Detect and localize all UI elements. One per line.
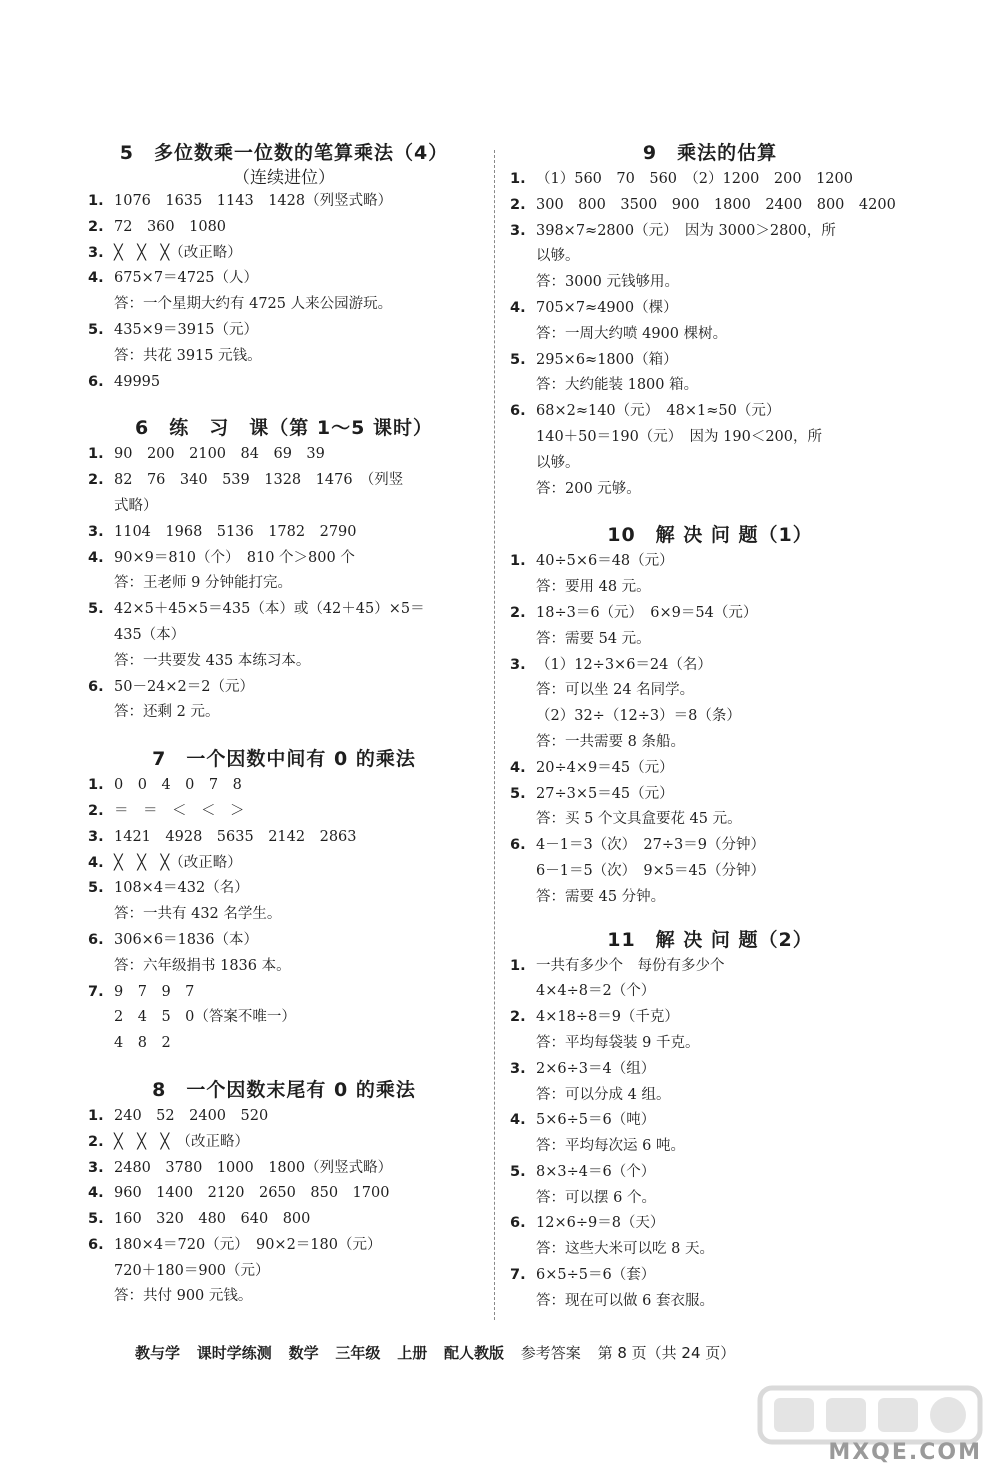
answer-text: 435（本） [114, 626, 186, 643]
question-number: 1. [510, 171, 526, 187]
answer-text: 90×9＝810（个） 810 个＞800 个 [114, 549, 355, 566]
question-number: 2. [510, 604, 526, 621]
answer-text: 答：一共需要 8 条船。 [536, 733, 685, 750]
answer-line [88, 546, 480, 572]
footer-page-number: 第 8 页（共 24 页） [597, 1344, 736, 1362]
question-number: 3. [510, 1060, 526, 1077]
answer-text: 1104 1968 5136 1782 2790 [114, 523, 357, 540]
question-number: 1. [88, 193, 104, 209]
answer-line [510, 296, 910, 322]
question-number: 5. [88, 880, 104, 897]
answer-line [510, 399, 910, 425]
answer-text: 12×6÷9＝8（天） [536, 1215, 665, 1232]
answer-list [510, 549, 910, 910]
answer-list [88, 1104, 480, 1310]
answer-line [88, 649, 480, 675]
answer-line [510, 601, 910, 627]
answer-line [510, 1031, 910, 1057]
answer-line [88, 318, 480, 344]
footer-subject: 数学 [288, 1344, 319, 1362]
answer-text: 一共有多少个 每份有多少个 [536, 957, 725, 974]
right-column [510, 140, 910, 1315]
answer-text: 答：平均每次运 6 吨。 [536, 1138, 685, 1155]
answer-text: ╳ ╳ ╳（改正略） [114, 854, 242, 871]
answer-text: ＝ ＝ ＜ ＜ ＞ [114, 802, 245, 819]
answer-line [510, 782, 910, 808]
left-column [88, 140, 480, 1310]
answer-text: 式略） [114, 497, 158, 514]
footer-grade: 三年级 [335, 1344, 381, 1362]
answer-text: 答：一个星期大约有 4725 人来公园游玩。 [114, 296, 393, 313]
answer-text: 以够。 [536, 454, 580, 471]
answer-line [510, 833, 910, 859]
question-number: 4. [510, 1112, 526, 1129]
answer-text: 705×7≈4900（棵） [536, 299, 678, 316]
answer-line [88, 1284, 480, 1310]
answer-text: 答：可以坐 24 名同学。 [536, 682, 695, 699]
answer-text: 6×5÷5＝6（套） [536, 1267, 656, 1284]
answer-text: 4 8 2 [114, 1035, 171, 1052]
answer-line [88, 344, 480, 370]
answer-text: 300 800 3500 900 1800 2400 800 4200 [536, 196, 896, 213]
answer-line [88, 1156, 480, 1182]
answer-text: 18÷3＝6（元） 6×9＝54（元） [536, 604, 758, 621]
question-number: 4. [88, 1185, 104, 1202]
answer-text: 72 360 1080 [114, 218, 227, 235]
answer-line [510, 627, 910, 653]
answer-text: 答：要用 48 元。 [536, 579, 651, 596]
answer-line [510, 885, 910, 911]
answer-text: 答：一共要发 435 本练习本。 [114, 652, 311, 669]
question-number: 2. [88, 802, 104, 819]
answer-line [510, 859, 910, 885]
answer-line [510, 270, 910, 296]
answer-line [88, 1233, 480, 1259]
answer-line [88, 292, 480, 318]
answer-line [88, 520, 480, 546]
answer-line [510, 678, 910, 704]
answer-line [510, 1005, 910, 1031]
question-number: 6. [510, 1215, 526, 1232]
answer-line [88, 597, 480, 623]
answer-text: 49995 [114, 373, 161, 390]
question-number: 5. [88, 601, 104, 618]
answer-text: 675×7＝4725（人） [114, 270, 258, 287]
answer-text: 435×9＝3915（元） [114, 321, 258, 338]
answer-text: ╳ ╳ ╳（改正略） [114, 244, 242, 261]
answer-line [88, 876, 480, 902]
answer-text: 27÷3×5＝45（元） [536, 785, 674, 802]
answer-text: 6－1＝5（次） 9×5＝45（分钟） [536, 862, 765, 879]
answer-line [510, 704, 910, 730]
answer-line [88, 1207, 480, 1233]
answer-text: 答：可以分成 4 组。 [536, 1086, 671, 1103]
answer-text: 答：六年级捐书 1836 本。 [114, 957, 291, 974]
answer-line [88, 980, 480, 1006]
answer-line [510, 979, 910, 1005]
question-number: 4. [510, 299, 526, 316]
question-number: 6. [510, 837, 526, 854]
answer-text: 答：大约能装 1800 箱。 [536, 377, 699, 394]
section-title: 9 乘法的估算 [642, 142, 778, 164]
answer-text: 108×4＝432（名） [114, 880, 249, 897]
answer-line [88, 241, 480, 267]
question-number: 3. [88, 828, 104, 845]
question-number: 3. [88, 244, 104, 261]
answer-text: 42×5＋45×5＝435（本）或（42＋45）×5＝ [114, 601, 425, 618]
footer-book: 教与学 [135, 1344, 181, 1362]
answer-line [88, 1130, 480, 1156]
answer-line [88, 1031, 480, 1057]
answer-line [510, 756, 910, 782]
answer-text: 1421 4928 5635 2142 2863 [114, 828, 357, 845]
answer-text: 306×6＝1836（本） [114, 931, 258, 948]
answer-line [88, 851, 480, 877]
footer-edition: 配人教版 [443, 1344, 504, 1362]
answer-line [510, 1263, 910, 1289]
section-11 [510, 927, 910, 1315]
question-number: 6. [88, 678, 104, 695]
answer-list [88, 442, 480, 726]
question-number: 4. [88, 854, 104, 871]
answer-line [510, 1134, 910, 1160]
answer-text: 5×6÷5＝6（吨） [536, 1112, 656, 1129]
answer-line [88, 773, 480, 799]
footer-series: 课时学练测 [196, 1344, 272, 1362]
section-7 [88, 746, 480, 1057]
answer-text: 140＋50＝190（元） 因为 190＜200，所 [536, 428, 823, 445]
answer-text: 答：3000 元钱够用。 [536, 274, 680, 291]
answer-line [88, 675, 480, 701]
answer-text: 答：还剩 2 元。 [114, 704, 220, 721]
answer-line [510, 322, 910, 348]
answer-text: 以够。 [536, 248, 580, 265]
answer-text: 180×4＝720（元） 90×2＝180（元） [114, 1236, 382, 1253]
answer-line [88, 442, 480, 468]
answer-text: 答：这些大米可以吃 8 天。 [536, 1241, 714, 1258]
question-number: 6. [88, 931, 104, 948]
section-title: 10 解 决 问 题（1） [607, 524, 813, 547]
question-number: 3. [88, 1159, 104, 1176]
answer-line [510, 348, 910, 374]
question-number: 1. [510, 957, 526, 974]
answer-text: 答：共花 3915 元钱。 [114, 347, 262, 364]
answer-text: 295×6≈1800（箱） [536, 351, 678, 368]
question-number: 4. [510, 759, 526, 776]
question-number: 2. [510, 196, 526, 213]
answer-line [510, 1237, 910, 1263]
answer-line [510, 653, 910, 679]
question-number: 3. [88, 523, 104, 540]
question-number: 4. [88, 549, 104, 566]
question-number: 5. [88, 1211, 104, 1228]
answer-text: 答：平均每袋装 9 千克。 [536, 1034, 700, 1051]
answer-text: 68×2≈140（元） 48×1≈50（元） [536, 403, 781, 420]
watermark-text: MXQE.COM [828, 1440, 982, 1465]
answer-text: 720＋180＝900（元） [114, 1262, 270, 1279]
question-number: 1. [88, 777, 104, 794]
answer-text: 答：一共有 432 名学生。 [114, 906, 282, 923]
answer-text: 4×4÷8＝2（个） [536, 983, 656, 1000]
question-number: 2. [88, 1133, 104, 1150]
answer-line [88, 494, 480, 520]
answer-text: ╳ ╳ ╳ （改正略） [114, 1133, 249, 1150]
question-number: 2. [88, 218, 104, 235]
answer-line [88, 468, 480, 494]
answer-line [88, 1104, 480, 1130]
answer-line [88, 1181, 480, 1207]
answer-text: 答：需要 45 分钟。 [536, 888, 666, 905]
answer-list [88, 773, 480, 1057]
answer-text: 答：现在可以做 6 套衣服。 [536, 1292, 714, 1309]
answer-text: 240 52 2400 520 [114, 1107, 269, 1124]
answer-text: 960 1400 2120 2650 850 1700 [114, 1185, 390, 1202]
answer-line [510, 451, 910, 477]
section-5 [88, 140, 480, 395]
answer-text: （1）560 70 560 （2）1200 200 1200 [536, 171, 853, 187]
answer-line [510, 373, 910, 399]
answer-text: 160 320 480 640 800 [114, 1211, 311, 1228]
question-number: 2. [510, 1009, 526, 1026]
answer-line [510, 1211, 910, 1237]
answer-text: 8×3÷4＝6（个） [536, 1163, 656, 1180]
section-title: 5 多位数乘一位数的笔算乘法（4） [119, 142, 449, 164]
section-6 [88, 415, 480, 726]
answer-line [510, 575, 910, 601]
question-number: 6. [510, 403, 526, 420]
answer-text: 答：王老师 9 分钟能打完。 [114, 575, 292, 592]
answer-text: 2480 3780 1000 1800（列竖式略） [114, 1159, 393, 1176]
answer-line [88, 902, 480, 928]
section-title: 8 一个因数末尾有 0 的乘法 [152, 1078, 416, 1101]
section-10 [510, 522, 910, 910]
answer-line [510, 244, 910, 270]
answer-text: 2 4 5 0（答案不唯一） [114, 1009, 296, 1026]
answer-text: 82 76 340 539 1328 1476 （列竖 [114, 472, 404, 489]
answer-text: 9 7 9 7 [114, 983, 195, 1000]
answer-text: 398×7≈2800（元） 因为 3000＞2800，所 [536, 222, 836, 239]
answer-line [88, 571, 480, 597]
answer-text: 答：可以摆 6 个。 [536, 1189, 656, 1206]
answer-line [88, 189, 480, 215]
answer-text: 20÷4×9＝45（元） [536, 759, 674, 776]
answer-line [510, 954, 910, 980]
section-title: 7 一个因数中间有 0 的乘法 [152, 748, 416, 771]
answer-text: 答：200 元够。 [536, 480, 641, 497]
footer-volume: 上册 [397, 1344, 428, 1362]
question-number: 6. [88, 373, 104, 390]
answer-line [510, 1057, 910, 1083]
answer-line [88, 825, 480, 851]
answer-line [88, 700, 480, 726]
answer-line [510, 219, 910, 245]
question-number: 7. [510, 1267, 526, 1284]
section-9 [510, 140, 910, 502]
question-number: 5. [510, 785, 526, 802]
question-number: 1. [510, 553, 526, 570]
question-number: 5. [510, 1163, 526, 1180]
answer-line [88, 1259, 480, 1285]
answer-line [510, 549, 910, 575]
column-divider [494, 150, 495, 1320]
question-number: 4. [88, 270, 104, 287]
answer-text: （1）12÷3×6＝24（名） [536, 656, 712, 673]
question-number: 5. [88, 321, 104, 338]
section-subtitle: （连续进位） [233, 168, 335, 188]
answer-line [88, 215, 480, 241]
answer-text: 90 200 2100 84 69 39 [114, 446, 325, 463]
section-8 [88, 1077, 480, 1310]
answer-line [88, 928, 480, 954]
answer-line [510, 425, 910, 451]
answer-line [510, 807, 910, 833]
answer-line [88, 954, 480, 980]
answer-text: 0 0 4 0 7 8 [114, 777, 242, 794]
answer-line [510, 193, 910, 219]
answer-text: 50－24×2＝2（元） [114, 678, 255, 695]
question-number: 2. [88, 472, 104, 489]
answer-text: 答：共付 900 元钱。 [114, 1288, 253, 1305]
answer-list [510, 954, 910, 1315]
question-number: 3. [510, 222, 526, 239]
answer-line [88, 799, 480, 825]
question-number: 6. [88, 1236, 104, 1253]
answer-line [510, 1289, 910, 1315]
answer-list [88, 189, 480, 395]
answer-line [88, 266, 480, 292]
answer-text: 答：一周大约喷 4900 棵树。 [536, 325, 728, 342]
answer-line [510, 730, 910, 756]
answer-line [510, 1160, 910, 1186]
question-number: 3. [510, 656, 526, 673]
footer-label: 参考答案 [520, 1344, 581, 1362]
answer-line [510, 1186, 910, 1212]
question-number: 5. [510, 351, 526, 368]
answer-line [510, 1083, 910, 1109]
answer-line [88, 623, 480, 649]
answer-text: 1076 1635 1143 1428（列竖式略） [114, 193, 393, 209]
section-title: 11 解 决 问 题（2） [607, 928, 813, 951]
answer-text: 2×6÷3＝4（组） [536, 1060, 656, 1077]
question-number: 7. [88, 983, 104, 1000]
answer-text: 答：需要 54 元。 [536, 630, 651, 647]
answer-text: （2）32÷（12÷3）＝8（条） [536, 708, 741, 725]
answer-line [88, 1005, 480, 1031]
answer-text: 4－1＝3（次） 27÷3＝9（分钟） [536, 837, 765, 854]
answer-text: 答：买 5 个文具盒要花 45 元。 [536, 811, 742, 828]
question-number: 1. [88, 1107, 104, 1124]
answer-list [510, 167, 910, 502]
answer-line [510, 167, 910, 193]
section-title: 6 练 习 课（第 1～5 课时） [135, 417, 433, 440]
answer-text: 4×18÷8＝9（千克） [536, 1009, 679, 1026]
page-footer [135, 1342, 747, 1363]
answer-line [510, 1108, 910, 1134]
answer-text: 40÷5×6＝48（元） [536, 553, 674, 570]
answer-line [88, 370, 480, 396]
question-number: 1. [88, 446, 104, 463]
answer-line [510, 477, 910, 503]
